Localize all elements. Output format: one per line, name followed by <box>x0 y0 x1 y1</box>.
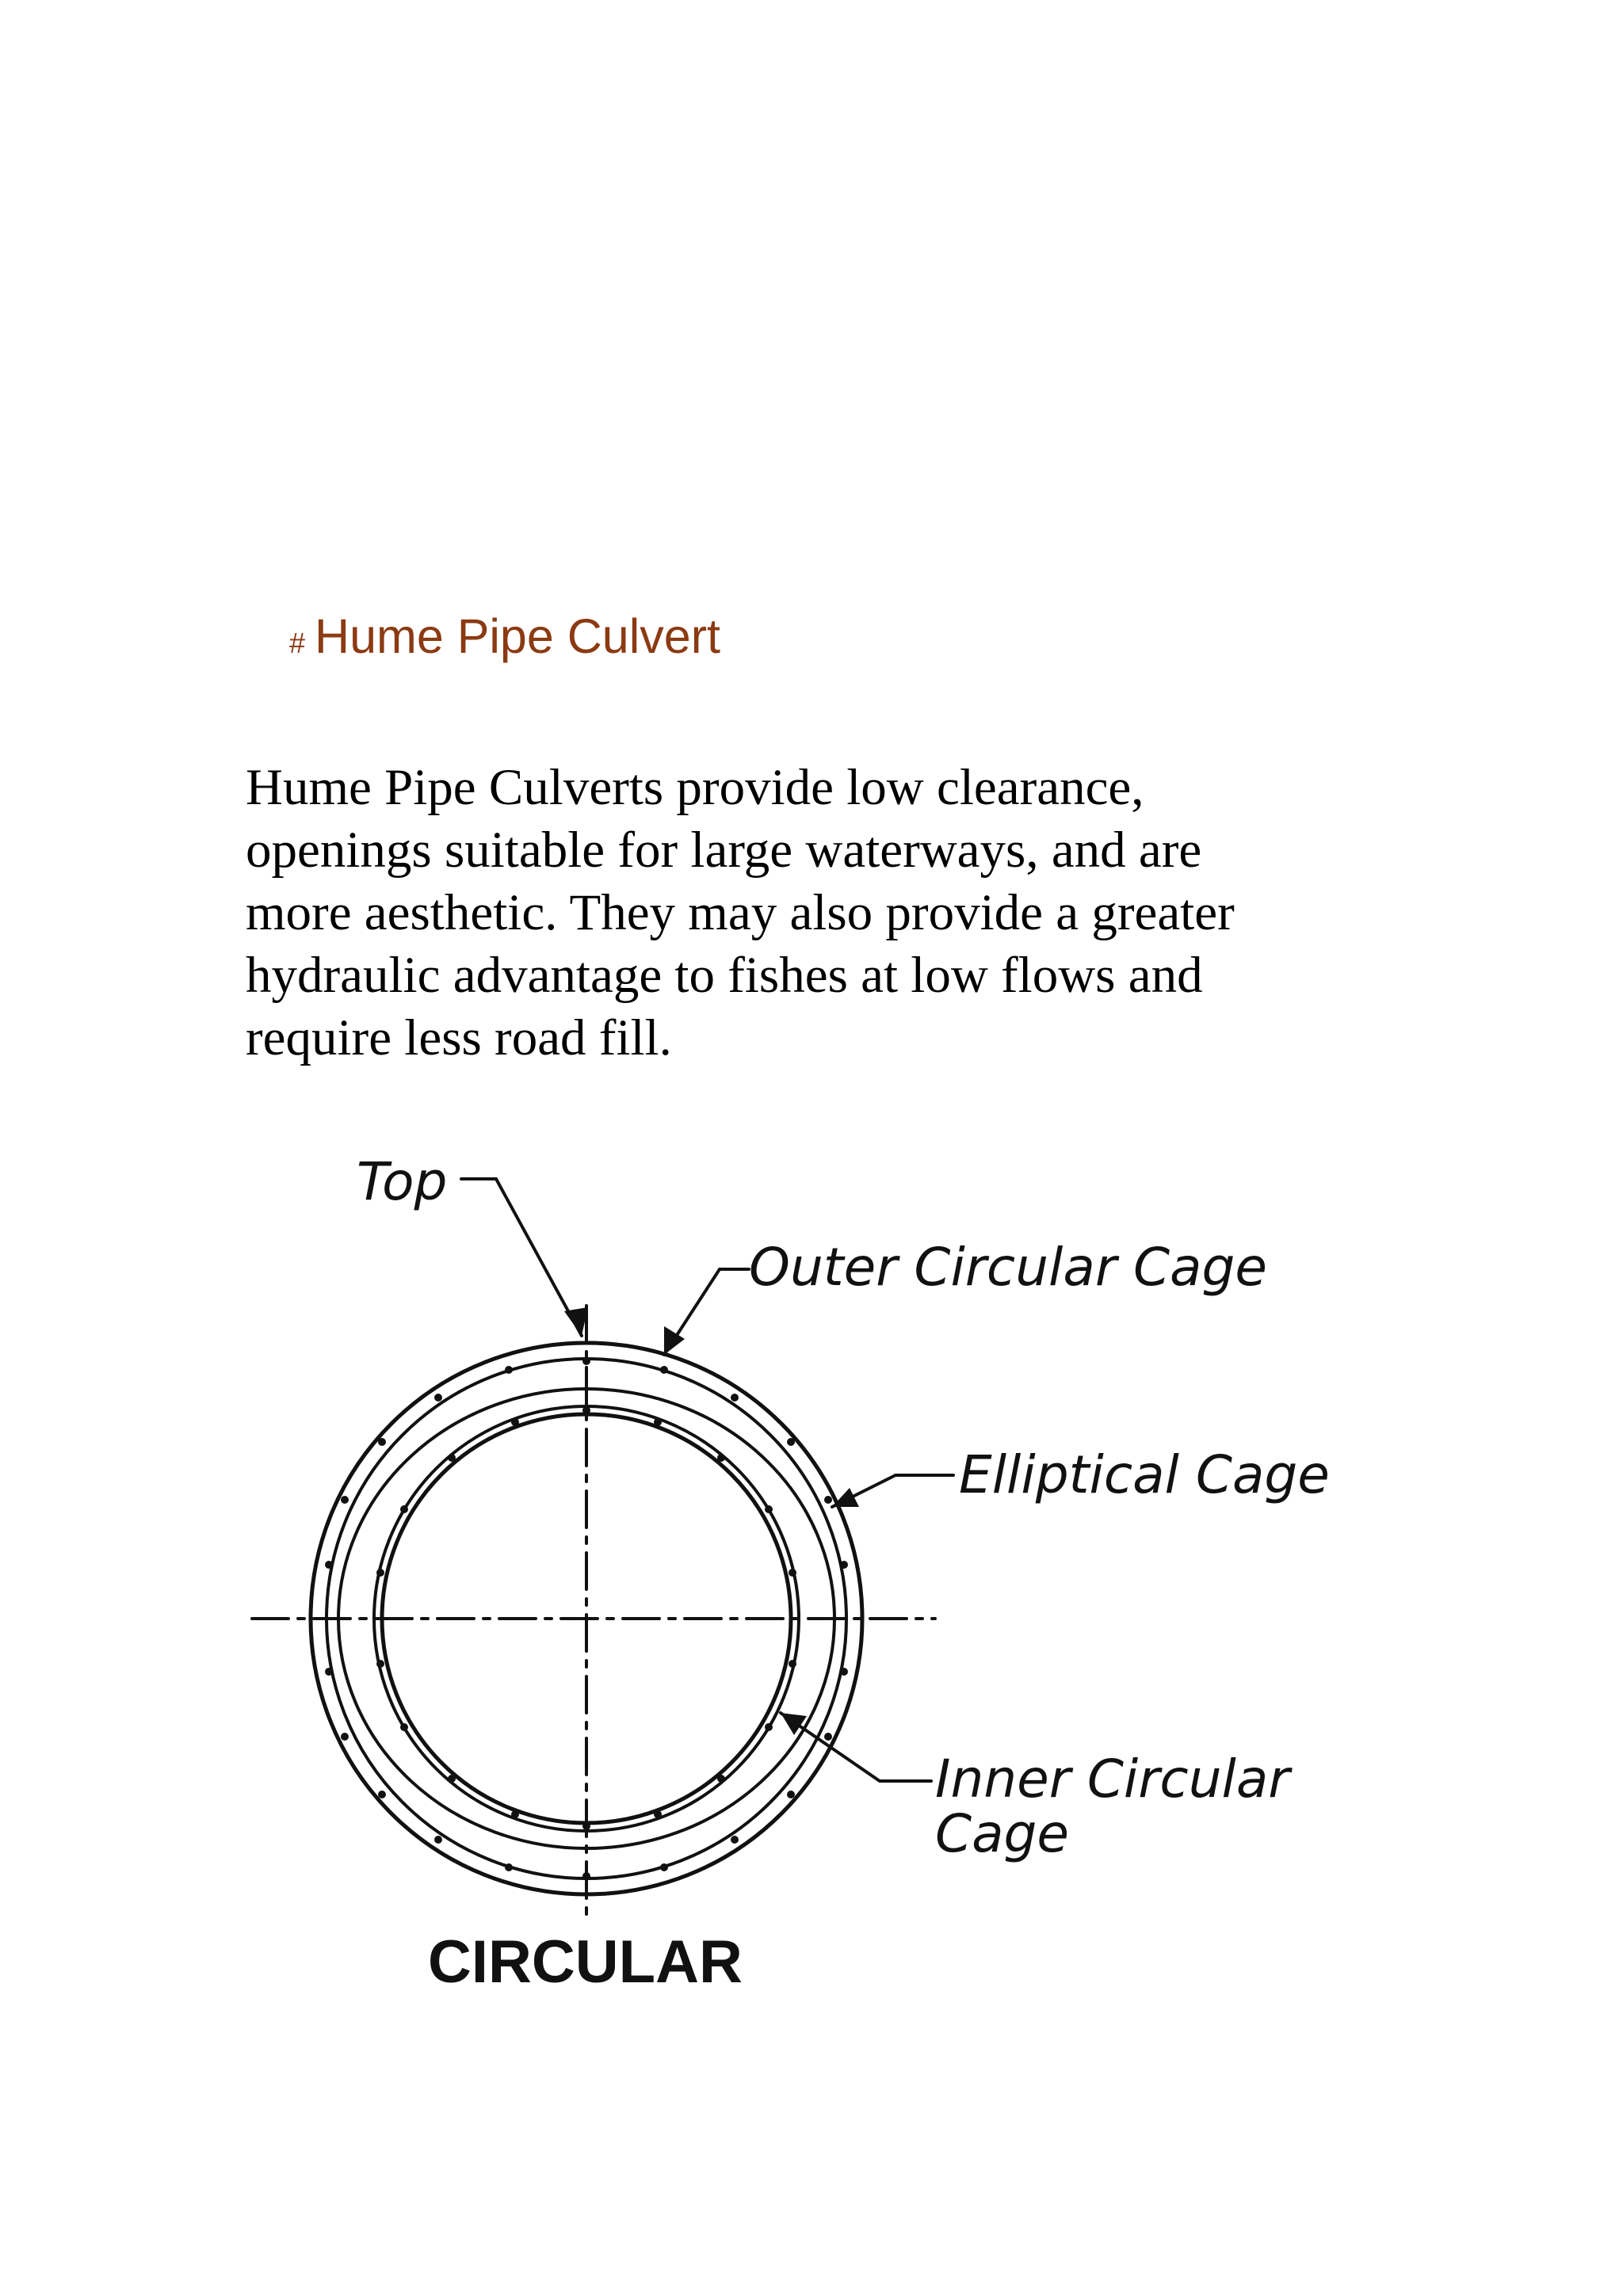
top-leader <box>461 1179 582 1336</box>
heading-marker: # <box>289 627 306 659</box>
label-elliptical-cage: Elliptical Cage <box>959 1444 1330 1505</box>
page-title: Hume Pipe Culvert <box>315 609 720 663</box>
label-inner-circular-cage: Inner Circular <box>935 1749 1290 1810</box>
label-inner-circular-cage-cont: Cage <box>935 1803 1070 1864</box>
paragraph-line: more aesthetic. They may also provide a greater <box>246 884 1235 941</box>
figure-caption: CIRCULAR <box>428 1928 743 1996</box>
paragraph-line: require less road fill. <box>246 1009 672 1066</box>
paragraph-line: Hume Pipe Culverts provide low clearance, <box>246 759 1144 816</box>
label-outer-circular-cage: Outer Circular Cage <box>749 1237 1267 1298</box>
paragraph-line: openings suitable for large waterways, and are <box>246 822 1202 879</box>
inner-cage-leader <box>781 1713 931 1781</box>
top-arrowhead <box>564 1307 588 1336</box>
paragraph-line: hydraulic advantage to fishes at low flows and <box>246 947 1203 1004</box>
label-top: Top <box>357 1151 448 1212</box>
